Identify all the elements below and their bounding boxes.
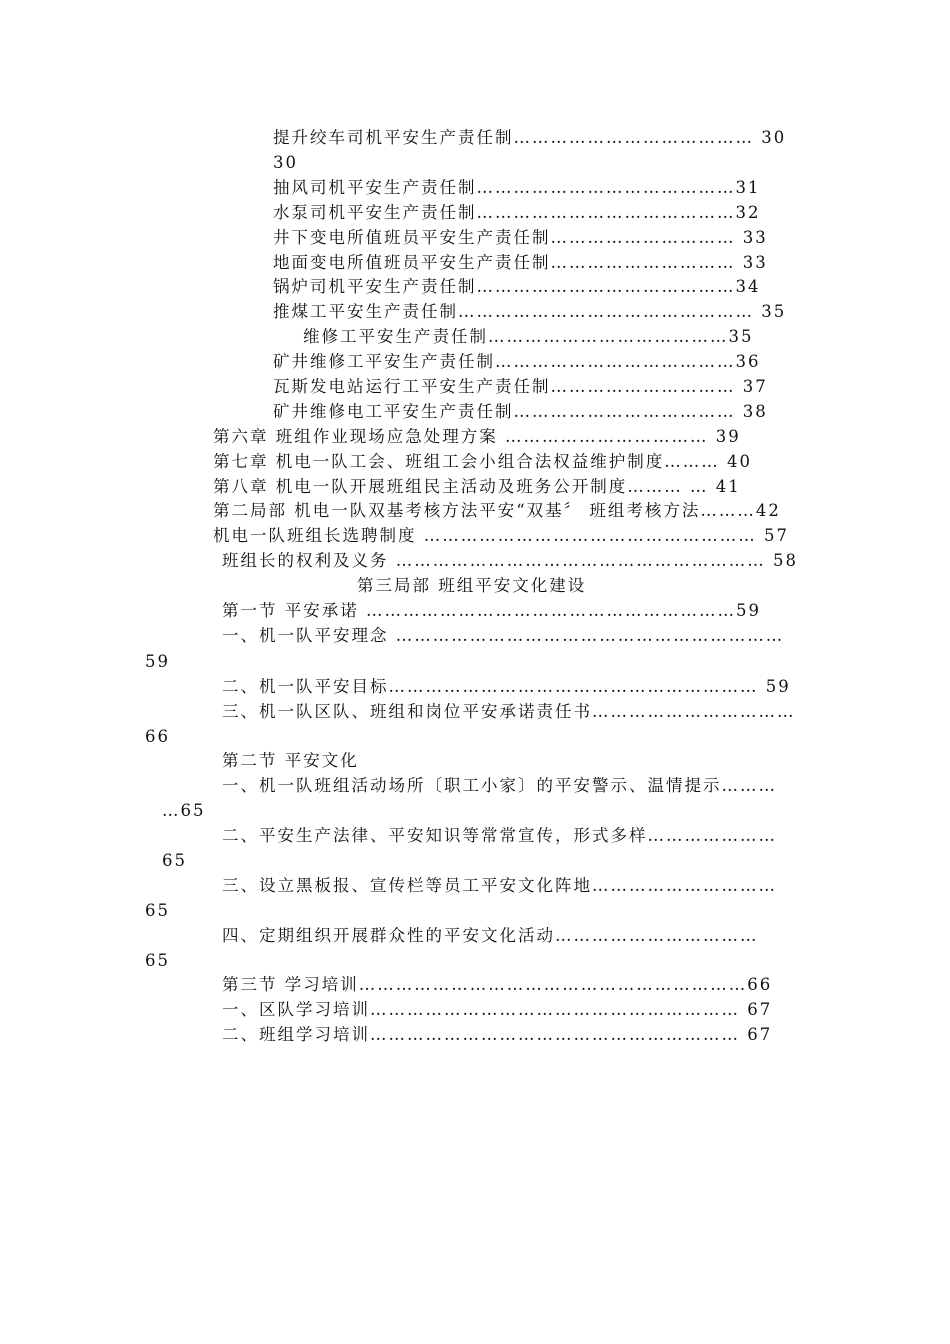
- toc-entry: 一、区队学习培训…………………………………………………… 67: [222, 1000, 773, 1019]
- toc-entry: 二、班组学习培训…………………………………………………… 67: [222, 1025, 773, 1044]
- toc-chapter: 第六章 班组作业现场应急处理方案 …………………………… 39: [213, 427, 741, 446]
- toc-entry: 三、机一队区队、班组和岗位平安承诺责任书……………………………: [222, 702, 796, 721]
- toc-entry: 地面变电所值班员平安生产责任制………………………… 33: [273, 253, 768, 272]
- toc-entry: 二、机一队平安目标…………………………………………………… 59: [222, 677, 791, 696]
- toc-entry: 机电一队班组长选聘制度 ……………………………………………… 57: [213, 526, 789, 545]
- toc-entry: 二、平安生产法律、平安知识等常常宣传，形式多样…………………: [222, 826, 777, 845]
- toc-section: 第一节 平安承诺 ……………………………………………………59: [222, 601, 761, 620]
- toc-section: 第二节 平安文化: [222, 751, 359, 770]
- toc-part-heading: 第三局部 班组平安文化建设: [357, 576, 587, 595]
- toc-page-number: …65: [162, 801, 206, 820]
- toc-section: 第三节 学习培训………………………………………………………66: [222, 975, 773, 994]
- toc-entry: 推煤工平安生产责任制………………………………………… 35: [273, 302, 787, 321]
- toc-entry: 四、定期组织开展群众性的平安文化活动……………………………: [222, 926, 759, 945]
- toc-entry: 矿井维修电工平安生产责任制……………………………… 38: [273, 402, 768, 421]
- toc-page-number: 66: [145, 727, 170, 746]
- toc-entry: 锅炉司机平安生产责任制……………………………………34: [273, 277, 761, 296]
- toc-entry: 一、机一队平安理念 ………………………………………………………: [222, 626, 785, 645]
- toc-entry: 井下变电所值班员平安生产责任制………………………… 33: [273, 228, 768, 247]
- toc-page-number: 65: [162, 851, 187, 870]
- toc-entry: 矿井维修工平安生产责任制…………………………………36: [273, 352, 761, 371]
- toc-page-number: 59: [145, 652, 170, 671]
- toc-part: 第二局部 机电一队双基考核方法平安“双基〞 班组考核方法………42: [213, 501, 781, 520]
- toc-entry: 维修工平安生产责任制…………………………………35: [303, 327, 754, 346]
- toc-entry: 三、设立黑板报、宣传栏等员工平安文化阵地…………………………: [222, 876, 777, 895]
- toc-entry: 提升绞车司机平安生产责任制………………………………… 30: [273, 128, 787, 147]
- toc-entry: 班组长的权利及义务 …………………………………………………… 58: [222, 551, 798, 570]
- toc-entry: 抽风司机平安生产责任制……………………………………31: [273, 178, 761, 197]
- toc-entry: 瓦斯发电站运行工平安生产责任制………………………… 37: [273, 377, 768, 396]
- toc-page-number: 65: [145, 901, 170, 920]
- toc-entry: 30: [273, 153, 298, 172]
- toc-page-number: 65: [145, 951, 170, 970]
- toc-entry: 水泵司机平安生产责任制……………………………………32: [273, 203, 761, 222]
- toc-chapter: 第八章 机电一队开展班组民主活动及班务公开制度……… … 41: [213, 477, 741, 496]
- toc-entry: 一、机一队班组活动场所〔职工小家〕的平安警示、温情提示………: [222, 776, 777, 795]
- toc-chapter: 第七章 机电一队工会、班组工会小组合法权益维护制度……… 40: [213, 452, 752, 471]
